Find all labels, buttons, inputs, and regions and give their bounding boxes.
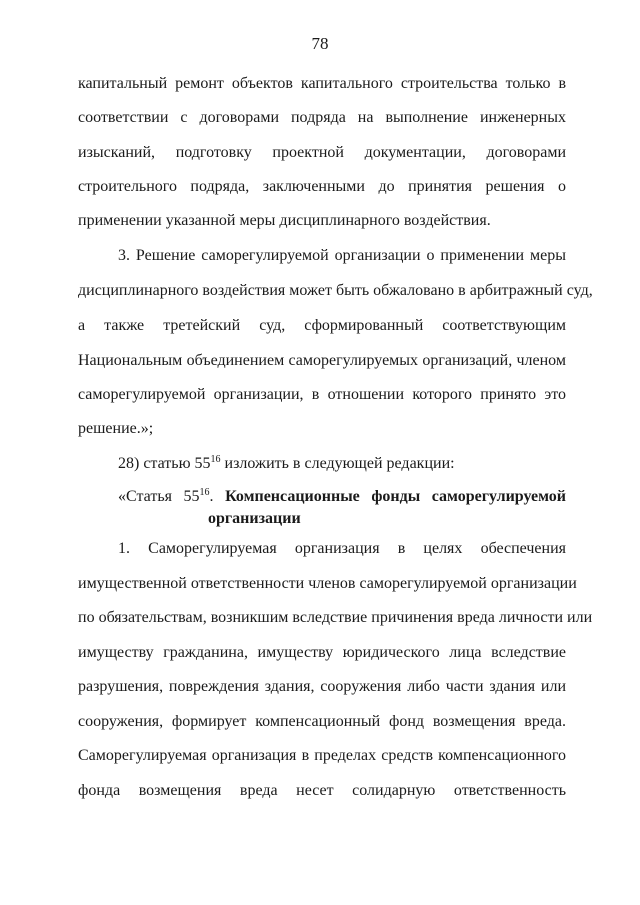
article-title-line1: Компенсационные фонды саморегулируемой — [225, 488, 566, 505]
text-line: Национальным объединением саморегулируемых организаций, членом — [78, 352, 566, 369]
text-line: соответствии с договорами подряда на выполнение инженерных — [78, 109, 566, 126]
amendment-item-28 — [118, 453, 566, 475]
item28-superscript: 16 — [210, 454, 221, 465]
text-line: строительного подряда, заключенными до принятия решения о — [78, 178, 566, 195]
text-line: дисциплинарного воздействия может быть обжаловано в арбитражный суд, — [78, 282, 593, 299]
article-superscript: 16 — [199, 487, 210, 498]
article-heading — [118, 486, 566, 530]
text-line: 3. Решение саморегулируемой организации о применении меры — [118, 247, 566, 264]
text-line: применении указанной меры дисциплинарного воздействия. — [78, 212, 491, 229]
text-line: фонда возмещения вреда несет солидарную ответственность — [78, 782, 566, 799]
text-line: Саморегулируемая организация в пределах средств компенсационного — [78, 747, 566, 764]
article-title-line2: организации — [208, 510, 301, 527]
article-dot: . — [209, 488, 226, 505]
text-line: изысканий, подготовку проектной документации, договорами — [78, 144, 566, 161]
text-line: имуществу гражданина, имуществу юридического лица вследствие — [78, 644, 566, 661]
text-line: разрушения, повреждения здания, сооружения либо части здания или — [78, 678, 566, 695]
text-line: саморегулируемой организации, в отношении которого принято это — [78, 386, 566, 403]
page-number: 78 — [311, 34, 329, 53]
text-line: сооружения, формирует компенсационный фонд возмещения вреда. — [78, 713, 566, 730]
text-line: имущественной ответственности членов саморегулируемой организации — [78, 575, 577, 592]
text-line: капитальный ремонт объектов капитального строительства только в — [78, 75, 566, 92]
text-line: 1. Саморегулируемая организация в целях обеспечения — [118, 540, 566, 557]
text-line: по обязательствам, возникшим вследствие причинения вреда личности или — [78, 609, 593, 626]
text-line: а также третейский суд, сформированный соответствующим — [78, 317, 566, 334]
item28-prefix: 28) статью 55 — [118, 455, 211, 472]
article-prefix: «Статья 55 — [118, 488, 200, 505]
item28-suffix: изложить в следующей редакции: — [220, 455, 455, 472]
text-line: решение.»; — [78, 420, 154, 437]
